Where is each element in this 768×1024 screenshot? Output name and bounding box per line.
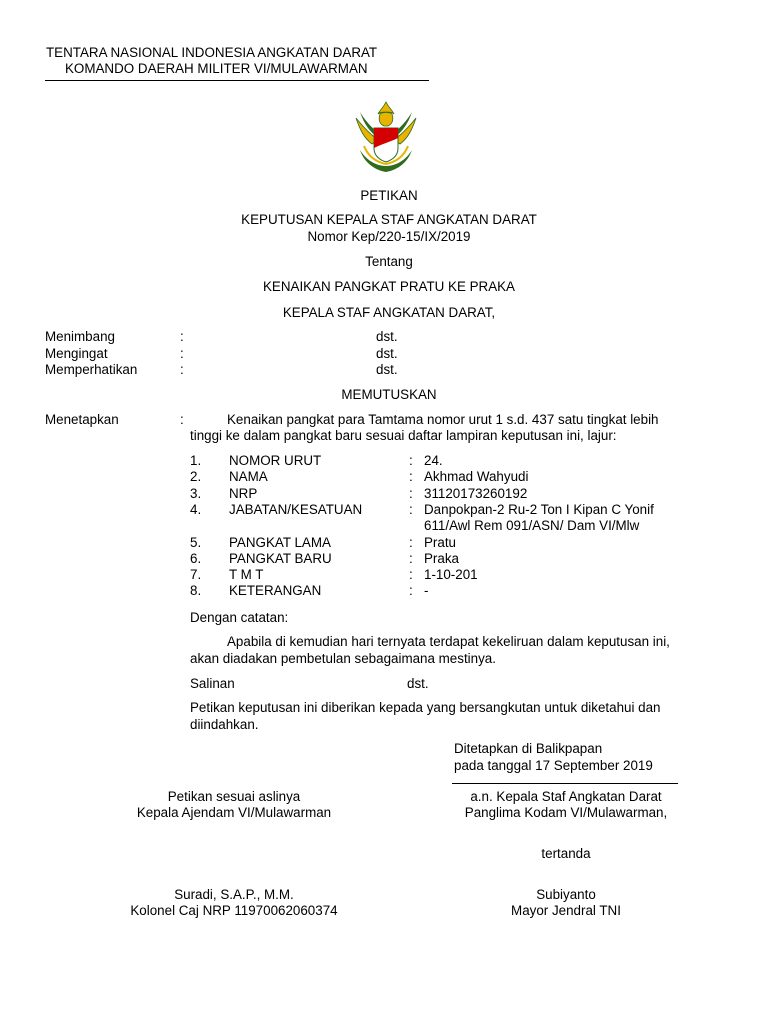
- item-value: Danpokpan-2 Ru-2 Ton I Kipan C Yonif: [424, 502, 654, 517]
- issued-underline: [452, 783, 678, 784]
- item-number: 3.: [190, 486, 202, 501]
- consideration-value: dst.: [376, 346, 398, 361]
- item-number: 1.: [190, 453, 202, 468]
- item-field: PANGKAT LAMA: [229, 535, 331, 550]
- doc-title: KEPUTUSAN KEPALA STAF ANGKATAN DARAT: [241, 212, 537, 227]
- doc-label-petikan: PETIKAN: [360, 188, 418, 203]
- doc-subject: KENAIKAN PANGKAT PRATU KE PRAKA: [262, 279, 515, 294]
- sig-right-line-1: a.n. Kepala Staf Angkatan Darat: [470, 789, 662, 804]
- item-colon: :: [409, 551, 413, 566]
- consideration-colon: :: [180, 362, 184, 377]
- item-colon: :: [409, 453, 413, 468]
- doc-tentang: Tentang: [365, 254, 413, 269]
- doc-authority: KEPALA STAF ANGKATAN DARAT,: [282, 305, 496, 320]
- item-number: 6.: [190, 551, 202, 566]
- consideration-colon: :: [180, 329, 184, 344]
- item-field: KETERANGAN: [229, 583, 322, 598]
- item-field: NAMA: [229, 469, 268, 484]
- item-field: T M T: [229, 567, 264, 582]
- salinan-value: dst.: [407, 676, 429, 691]
- item-colon: :: [409, 535, 413, 550]
- issued-place: Ditetapkan di Balikpapan: [454, 741, 603, 756]
- kodam-emblem-icon: [350, 100, 422, 174]
- sig-left-line-2: Kepala Ajendam VI/Mulawarman: [136, 805, 332, 820]
- consideration-value: dst.: [376, 329, 398, 344]
- notes-paragraph-1-line-2: akan diadakan pembetulan sebagaimana mestinya.: [190, 651, 496, 666]
- notes-paragraph-2-line-2: diindahkan.: [190, 717, 259, 732]
- item-colon: :: [409, 567, 413, 582]
- item-colon: :: [409, 502, 413, 517]
- memutuskan-heading: MEMUTUSKAN: [341, 387, 437, 402]
- item-number: 4.: [190, 502, 202, 517]
- item-value-continued: 611/Awl Rem 091/ASN/ Dam VI/Mlw: [424, 518, 640, 533]
- doc-number: Nomor Kep/220-15/IX/2019: [307, 229, 471, 244]
- item-value: 1-10-201: [424, 567, 478, 582]
- item-field: JABATAN/KESATUAN: [229, 502, 363, 517]
- consideration-label-mengingat: Mengingat: [45, 346, 108, 361]
- item-value: -: [424, 583, 429, 598]
- item-value: Praka: [424, 551, 459, 566]
- notes-heading: Dengan catatan:: [190, 610, 289, 625]
- item-number: 2.: [190, 469, 202, 484]
- sig-left-rank: Kolonel Caj NRP 11970062060374: [130, 903, 338, 918]
- item-number: 8.: [190, 583, 202, 598]
- item-value: Akhmad Wahyudi: [424, 469, 529, 484]
- item-number: 7.: [190, 567, 202, 582]
- menetapkan-colon: :: [180, 412, 184, 427]
- menetapkan-text-line-1: Kenaikan pangkat para Tamtama nomor urut 1 s.d. 437 satu tingkat lebih: [227, 412, 659, 427]
- consideration-colon: :: [180, 346, 184, 361]
- consideration-label-memperhatikan: Memperhatikan: [45, 362, 138, 377]
- item-field: NOMOR URUT: [229, 453, 322, 468]
- menetapkan-text-line-2: tinggi ke dalam pangkat baru sesuai daftar lampiran keputusan ini, lajur:: [190, 428, 617, 443]
- item-colon: :: [409, 469, 413, 484]
- item-value: 24.: [424, 453, 443, 468]
- item-field: NRP: [229, 486, 258, 501]
- item-value: Pratu: [424, 535, 457, 550]
- item-field: PANGKAT BARU: [229, 551, 332, 566]
- sig-left-name: Suradi, S.A.P., M.M.: [174, 887, 294, 902]
- sig-left-line-1: Petikan sesuai aslinya: [167, 789, 301, 804]
- header-line-1: TENTARA NASIONAL INDONESIA ANGKATAN DARAT: [46, 45, 378, 60]
- consideration-value: dst.: [376, 362, 398, 377]
- sig-right-line-2: Panglima Kodam VI/Mulawarman,: [464, 805, 668, 820]
- consideration-label-menimbang: Menimbang: [45, 329, 115, 344]
- item-value: 31120173260192: [424, 486, 528, 501]
- item-number: 5.: [190, 535, 202, 550]
- issued-date: pada tanggal 17 September 2019: [454, 758, 653, 773]
- menetapkan-label: Menetapkan: [45, 412, 119, 427]
- sig-right-rank: Mayor Jendral TNI: [511, 903, 621, 918]
- salinan-label: Salinan: [190, 676, 235, 691]
- sig-right-tertanda: tertanda: [541, 846, 591, 861]
- header-underline: [45, 80, 429, 81]
- item-colon: :: [409, 486, 413, 501]
- item-colon: :: [409, 583, 413, 598]
- notes-paragraph-1-line-1: Apabila di kemudian hari ternyata terdapat kekeliruan dalam keputusan ini,: [227, 634, 670, 649]
- sig-right-name: Subiyanto: [536, 887, 596, 902]
- notes-paragraph-2-line-1: Petikan keputusan ini diberikan kepada yang bersangkutan untuk diketahui dan: [190, 700, 661, 715]
- header-line-2: KOMANDO DAERAH MILITER VI/MULAWARMAN: [65, 61, 368, 76]
